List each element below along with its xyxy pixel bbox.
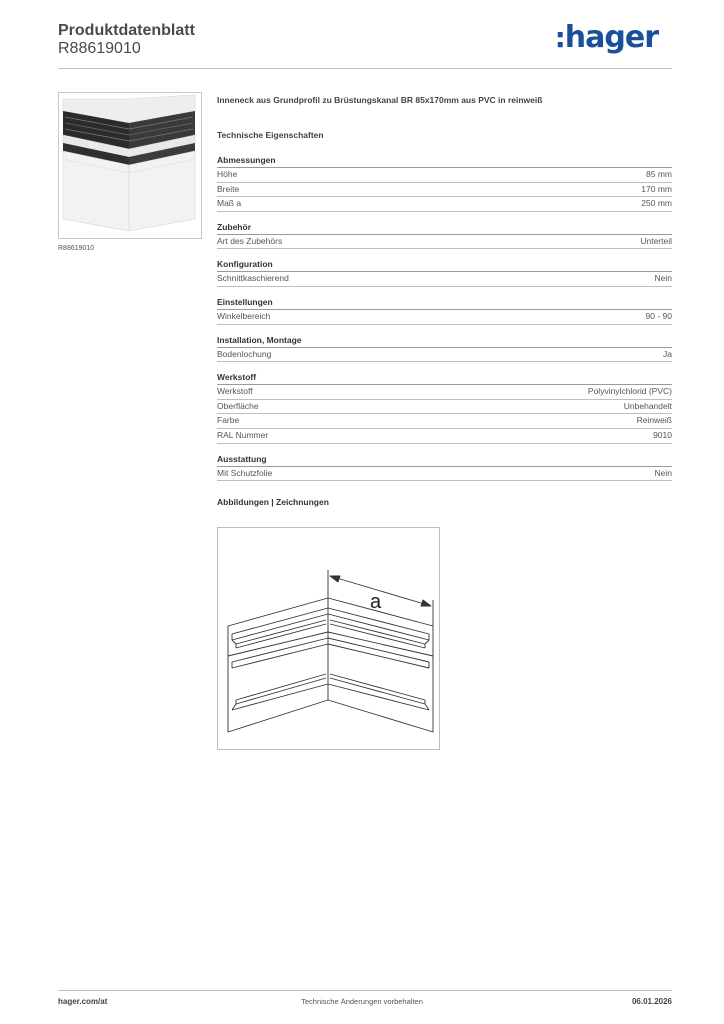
footer-website: hager.com/at [58,997,108,1006]
spec-row [217,272,672,287]
spec-section [217,297,672,325]
dimension-label: a [370,591,382,613]
spec-section [217,372,672,443]
spec-label: Breite [217,183,240,194]
spec-row [217,400,672,415]
page-header [58,20,672,70]
spec-row [217,183,672,198]
spec-value: Unbehandelt [623,400,672,411]
spec-row [217,197,672,212]
spec-label: Winkelbereich [217,310,271,321]
spec-label: Schnittkaschierend [217,273,289,284]
header-divider [58,68,672,69]
page-title: Produktdatenblatt [58,22,195,39]
hager-logo: :hager [554,20,658,55]
spec-label: RAL Nummer [217,429,269,440]
spec-section [217,155,672,212]
article-number: R88619010 [58,40,141,57]
spec-label: Farbe [217,415,240,426]
spec-value: Unterteil [640,235,672,246]
spec-section [217,259,672,287]
spec-value: 170 mm [641,183,672,194]
spec-label: Bodenlochung [217,348,272,359]
spec-row [217,429,672,444]
spec-value: Ja [663,348,672,359]
section-title: Installation, Montage [217,335,672,348]
footer-date: 06.01.2026 [631,997,672,1006]
spec-row [217,467,672,482]
spec-row [217,235,672,250]
spec-value: 9010 [653,429,672,440]
drawings-heading: Abbildungen | Zeichnungen [217,497,329,508]
spec-row [217,168,672,183]
spec-value: Polyvinylchlorid (PVC) [587,386,672,397]
spec-value: 85 mm [646,169,672,179]
spec-value: Nein [654,467,672,478]
product-description: Inneneck aus Grundprofil zu Brüstungskanal BR 85x170mm aus PVC in reinweiß [217,95,543,105]
spec-label: Höhe [217,169,238,179]
spec-sections [217,155,672,481]
section-title: Einstellungen [217,297,672,310]
section-title: Werkstoff [217,372,672,385]
product-thumbnail [58,92,202,239]
technical-drawing [217,527,440,750]
spec-section [217,454,672,482]
thumbnail-caption: R88619010 [58,245,95,252]
spec-section [217,335,672,363]
section-title: Konfiguration [217,259,672,272]
footer-divider [58,990,672,991]
footer-note: Technische Änderungen vorbehalten [301,997,423,1006]
spec-label: Mit Schutzfolie [217,467,273,478]
spec-row [217,385,672,400]
spec-value: Reinweiß [636,415,672,426]
spec-label: Werkstoff [217,386,253,397]
logo-colon-mark: : [554,21,565,54]
section-title: Ausstattung [217,454,672,467]
corner-drawing-icon [218,528,439,749]
tech-properties-heading: Technische Eigenschaften [217,130,324,140]
spec-label: Art des Zubehörs [217,235,283,246]
section-title: Zubehör [217,222,672,235]
spec-value: 90 - 90 [645,310,672,321]
product-photo-icon [59,93,201,238]
spec-label: Oberfläche [217,400,259,411]
spec-row [217,310,672,325]
spec-section [217,222,672,250]
section-title: Abmessungen [217,155,672,168]
spec-value: Nein [654,273,672,284]
spec-value: 250 mm [641,198,672,209]
spec-row [217,348,672,363]
spec-label: Maß a [217,198,242,209]
spec-content [217,95,672,511]
spec-row [217,414,672,429]
